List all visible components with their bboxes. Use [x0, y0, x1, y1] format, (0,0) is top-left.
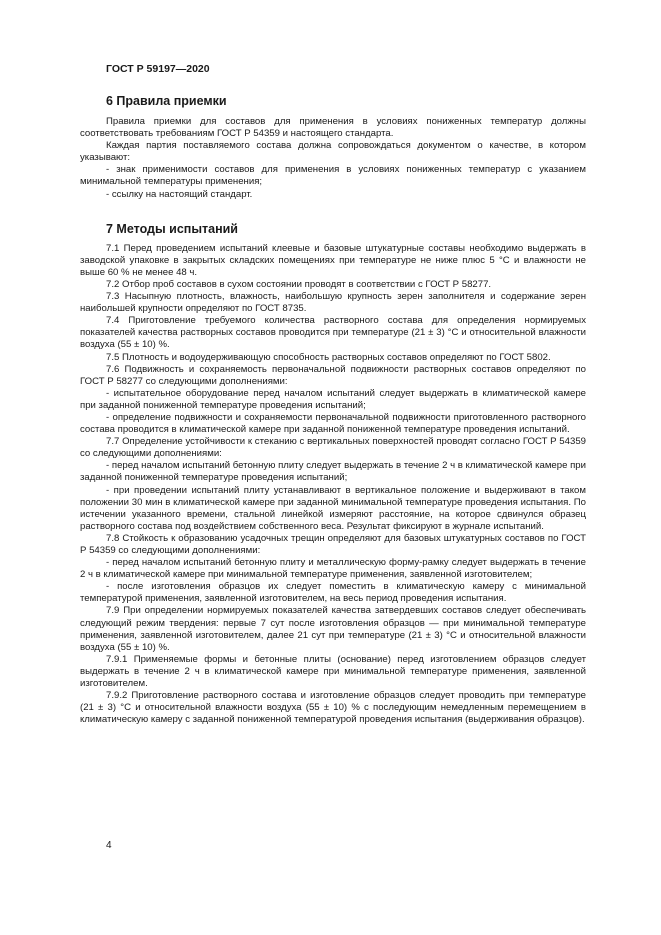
clause-7-7: 7.7 Определение устойчивости к стеканию с вертикальных поверхностей проводят согласно ГОСТ Р 54359 со следующими дополнениями: — [80, 436, 586, 460]
list-item: - испытательное оборудование перед началом испытаний следует выдержать в климатической камере при заданной пониженной температуре проведения испытаний; — [80, 387, 586, 411]
clause-7-1: 7.1 Перед проведением испытаний клеевые и базовые штукатурные составы необходимо выдержать в заводской упаковке в закрытых складских помещениях при температуре не ниже плюс 5 °С и влажности не выше 60 % не менее 48 ч. — [80, 242, 586, 278]
paragraph: Каждая партия поставляемого состава должна сопровождаться документом о качестве, в котором указывают: — [80, 140, 586, 164]
list-item: - перед началом испытаний бетонную плиту и металлическую форму-рамку следует выдержать в течение 2 ч в климатической камере при минимальной температуре применения, заявленной изготовителем; — [80, 557, 586, 581]
clause-7-2: 7.2 Отбор проб составов в сухом состоянии проводят в соответствии с ГОСТ Р 58277. — [106, 278, 492, 290]
list-item: - после изготовления образцов их следует поместить в климатическую камеру с минимальной температурой применения, заявленной изготовителем, на весь период проведения испытания. — [80, 581, 586, 605]
clause-7-9-1: 7.9.1 Применяемые формы и бетонные плиты (основание) перед изготовлением образцов следует выдержать в течение 2 ч в климатической камере при минимальной температуре применения, заявленной изготовителем. — [80, 653, 586, 690]
clause-7-3: 7.3 Насыпную плотность, влажность, наибольшую крупность зерен заполнителя и содержание зерен наибольшей крупности определяют по ГОСТ 8735. — [80, 291, 586, 315]
paragraph: Правила приемки для составов для применения в условиях пониженных температур должны соответствовать требованиям ГОСТ Р 54359 и настоящего стандарта. — [80, 116, 586, 140]
clause-7-6: 7.6 Подвижность и сохраняемость первоначальной подвижности растворных составов определяют по ГОСТ Р 58277 со следующими дополнениями: — [80, 363, 586, 387]
clause-7-8: 7.8 Стойкость к образованию усадочных трещин определяют для базовых штукатурных составов по ГОСТ Р 54359 со следующими дополнениями: — [80, 532, 586, 556]
document-header: ГОСТ Р 59197—2020 — [106, 63, 210, 75]
document-body — [80, 93, 586, 726]
section-7-title: 7 Методы испытаний — [106, 221, 238, 236]
list-item: - ссылку на настоящий стандарт. — [106, 188, 253, 200]
list-item: - при проведении испытаний плиту устанавливают в вертикальное положение и выдерживают в таком положении 30 мин в климатической камере при заданной минимальной температуре проведения испытания. По истечении указанного времени, стальной линейкой измеряют расстояние, на которое сдвинулся образец растворного состава под воздействием собственного веса. Результат фиксируют в журнале испытаний. — [80, 484, 586, 532]
clause-7-9-2: 7.9.2 Приготовление растворного состава и изготовление образцов следует проводить при температуре (21 ± 3) °С и относительной влажности воздуха (55 ± 10) % с последующим немедленным перемещением в климатическую камеру с заданной пониженной температурой проведения испытания (выдерживания образцов). — [80, 690, 586, 726]
section-6-title: 6 Правила приемки — [106, 94, 227, 108]
page-number: 4 — [106, 840, 112, 851]
clause-7-5: 7.5 Плотность и водоудерживающую способность растворных составов определяют по ГОСТ 5802. — [106, 351, 551, 363]
clause-7-4: 7.4 Приготовление требуемого количества растворного состава для определения нормируемых показателей качества растворных составов проводится при температуре (21 ± 3) °С и относительной влажности воздуха (55 ± 10) %. — [80, 315, 586, 351]
list-item: - знак применимости составов для применения в условиях пониженных температур с указанием минимальной температуры применения; — [80, 164, 586, 188]
list-item: - перед началом испытаний бетонную плиту следует выдержать в течение 2 ч в климатической камере при заданной пониженной температуре проведения испытаний; — [80, 460, 586, 484]
list-item: - определение подвижности и сохраняемости первоначальной подвижности приготовленного растворного состава проводится в климатической камере при заданной пониженной температуре проведения испытаний. — [80, 411, 586, 436]
clause-7-9: 7.9 При определении нормируемых показателей качества затвердевших составов следует обеспечивать следующий режим твердения: первые 7 сут после изготовления образцов — при минимальной температуре применения, заявленной изготовителем, далее 21 сут при температуре (21 ± 3) °С и относительной влажности воздуха (55 ± 10) %. — [80, 605, 586, 653]
